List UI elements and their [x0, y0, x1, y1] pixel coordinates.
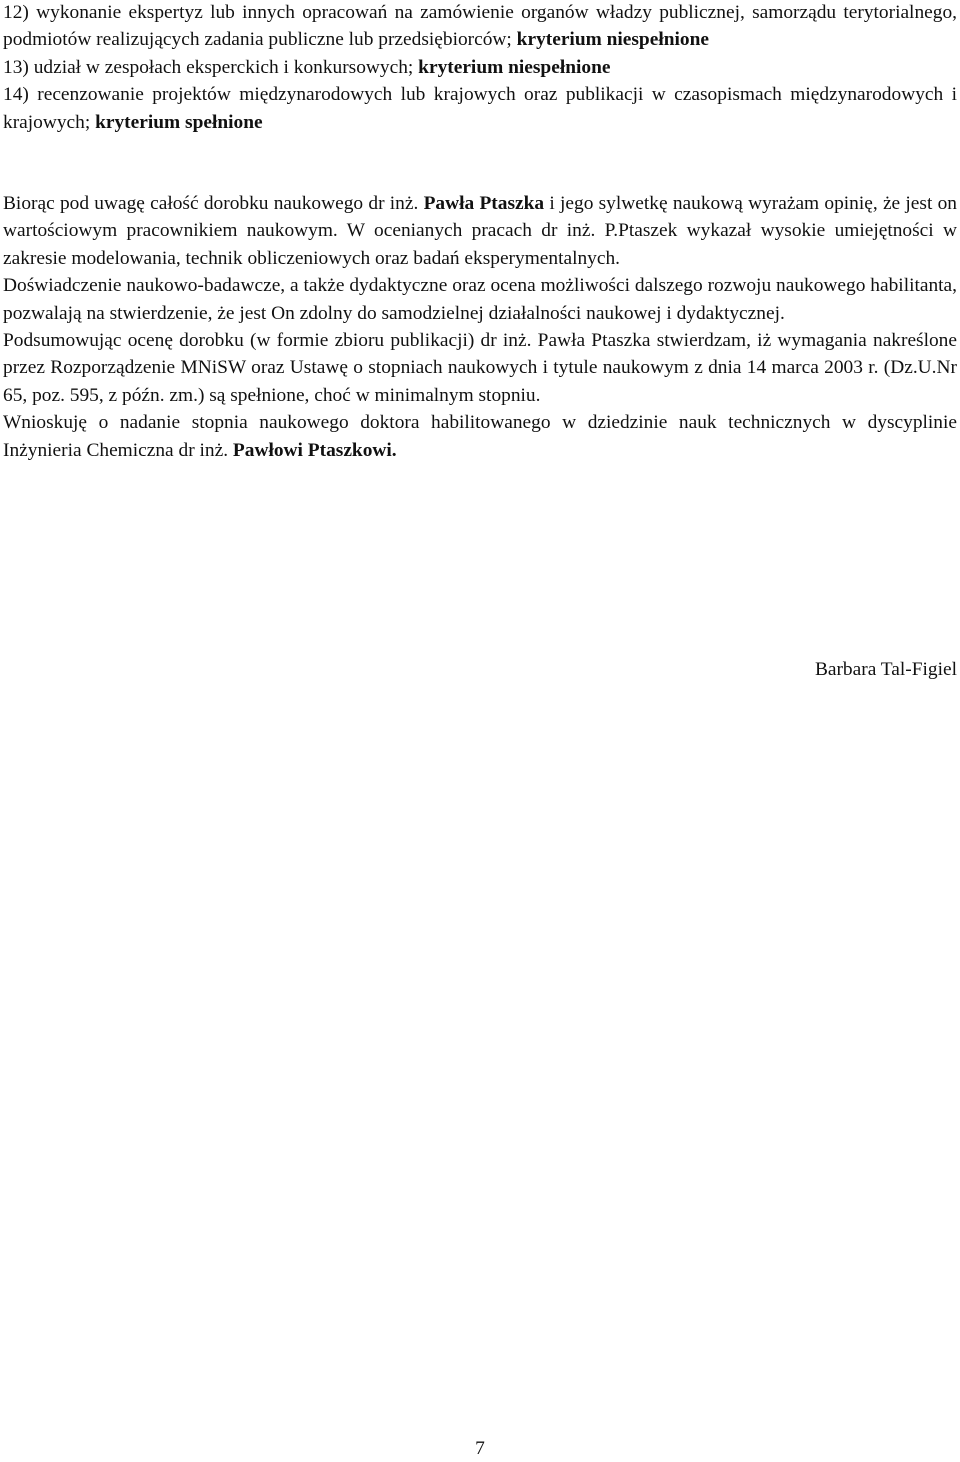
criteria-list: [3, 0, 957, 136]
opinion-paragraph-2: Doświadczenie naukowo-badawcze, a także dydaktyczne oraz ocena możliwości dalszego rozwoju naukowego habilitanta, pozwalają na stwierdzenie, że jest On zdolny do samodzielnej działalności naukowej i dydaktycznej.: [3, 275, 957, 324]
criterion-12-text: 12) wykonanie ekspertyz lub innych opracowań na zamówienie organów władzy publicznej, samorządu terytorialnego, podmiotów realizujących zadania publiczne lub przedsiębiorców;: [3, 2, 957, 51]
opinion-paragraph-4: [3, 409, 957, 464]
opinion-section: [3, 190, 957, 464]
criterion-14-result: kryterium spełnione: [95, 111, 263, 133]
candidate-name: Pawła Ptaszka: [423, 193, 545, 214]
page-number: 7: [475, 1438, 485, 1459]
criterion-13-text: 13) udział w zespołach eksperckich i konkursowych;: [3, 56, 414, 78]
opinion-paragraph-3: Podsumowując ocenę dorobku (w formie zbioru publikacji) dr inż. Pawła Ptaszka stwierdzam, iż wymagania nakreślone przez Rozporządzenie MNiSW oraz Ustawę o stopniach naukowych i tytule naukowym z dnia 14 marca 2003 r. (Dz.U.Nr 65, poz. 595, z późn. zm.) są spełnione, choć w minimalnym stopniu.: [3, 330, 957, 406]
criterion-13-result: kryterium niespełnione: [418, 56, 611, 78]
criterion-item-12: [3, 0, 957, 54]
opinion-p1-intro: Biorąc pod uwagę całość dorobku naukowego dr inż.: [3, 193, 419, 214]
opinion-p4-body: Wnioskuję o nadanie stopnia naukowego doktora habilitowanego w dziedzinie nauk technicznych w dyscyplinie Inżynieria Chemiczna dr inż.: [3, 412, 957, 461]
opinion-paragraph-1: [3, 190, 957, 272]
criterion-item-13: [3, 54, 957, 81]
reviewer-signature: Barbara Tal-Figiel: [814, 659, 957, 680]
criterion-12-result: kryterium niespełnione: [516, 29, 709, 51]
opinion-p1-body: i jego sylwetkę naukową wyrażam opinię, że jest on wartościowym pracownikiem naukowym. W ocenianych pracach dr inż. P.Ptaszek wykazał wysokie umiejętności w zakresie modelowania, technik obliczeniowych oraz badań eksperymentalnych.: [3, 193, 957, 269]
criterion-item-14: [3, 81, 957, 136]
candidate-name-dative: Pawłowi Ptaszkowi.: [232, 439, 397, 461]
criterion-14-text: 14) recenzowanie projektów międzynarodowych lub krajowych oraz publikacji w czasopismach międzynarodowych i krajowych;: [3, 84, 957, 133]
